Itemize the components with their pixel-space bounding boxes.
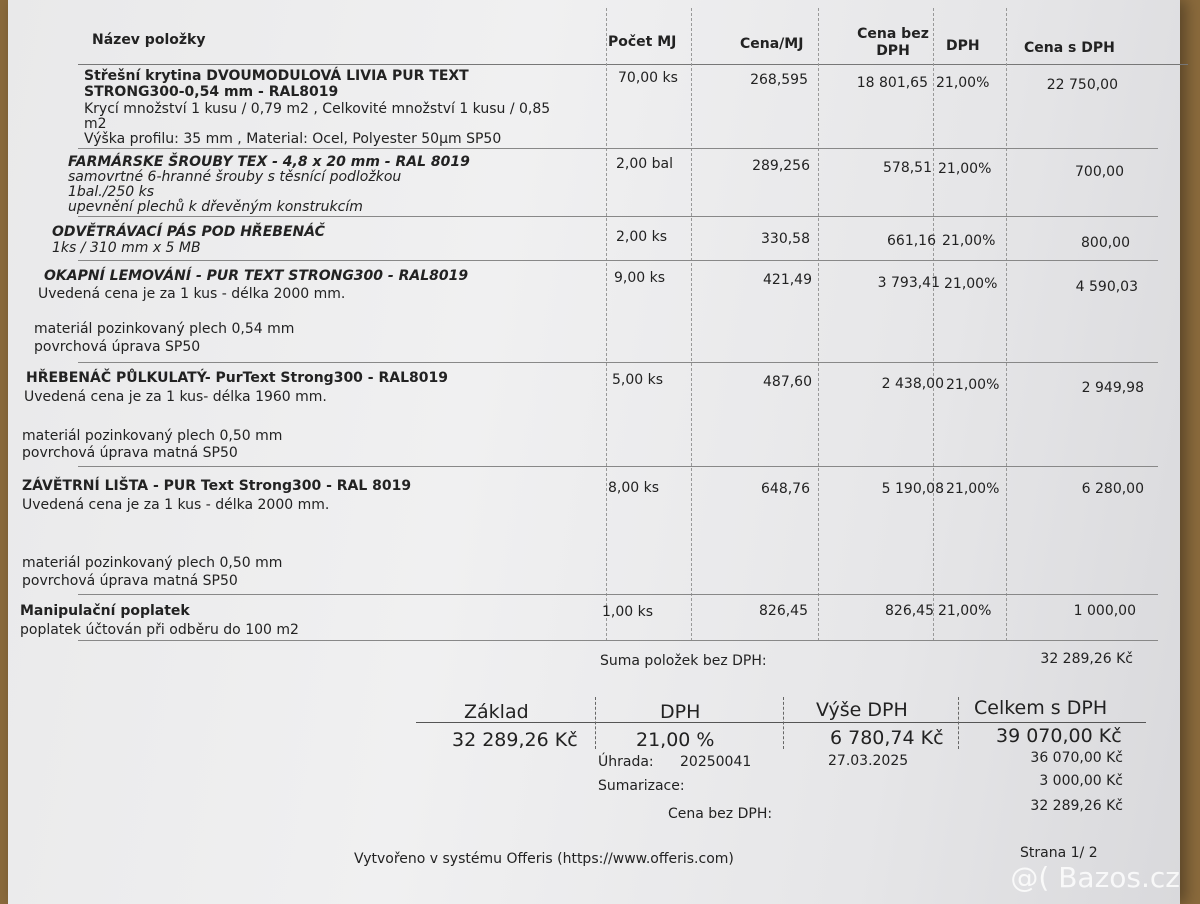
item-price-ex-vat: 826,45: [885, 603, 934, 619]
header-unit-price: Cena/MJ: [740, 36, 804, 52]
item-price-ex-vat: 578,51: [883, 160, 932, 176]
item-price-inc-vat: 4 590,03: [1075, 279, 1138, 295]
payment-date: 27.03.2025: [828, 753, 909, 769]
summary-total: 39 070,00 Kč: [996, 725, 1122, 747]
row-divider: [78, 148, 1158, 149]
net-amount: 32 289,26 Kč: [1030, 798, 1123, 814]
item-detail: Uvedená cena je za 1 kus - délka 2000 mm.: [22, 497, 330, 513]
item-title: ODVĚTRÁVACÍ PÁS POD HŘEBENÁČ: [52, 224, 325, 240]
net-label: Cena bez DPH:: [668, 806, 773, 822]
item-unit-price: 268,595: [750, 72, 808, 88]
item-title: OKAPNÍ LEMOVÁNÍ - PUR TEXT STRONG300 - RAL8019: [44, 268, 469, 284]
item-detail: materiál pozinkovaný plech 0,50 mm: [22, 428, 283, 444]
item-qty: 8,00 ks: [608, 480, 660, 496]
item-title: STRONG300-0,54 mm - RAL8019: [84, 84, 339, 100]
sum-label: Suma položek bez DPH:: [600, 653, 767, 669]
item-title: FARMÁRSKE ŠROUBY TEX - 4,8 x 20 mm - RAL 8019: [68, 154, 470, 170]
item-detail: povrchová úprava matná SP50: [22, 445, 238, 461]
item-unit-price: 421,49: [763, 272, 812, 288]
footer-created: Vytvořeno v systému Offeris (https://www.offeris.com): [354, 851, 734, 867]
row-divider: [78, 362, 1158, 363]
item-detail: materiál pozinkovaný plech 0,54 mm: [34, 321, 295, 337]
row-divider: [78, 216, 1158, 217]
item-price-inc-vat: 22 750,00: [1046, 77, 1118, 93]
item-detail: povrchová úprava SP50: [34, 339, 201, 355]
payment-number: 20250041: [680, 754, 752, 770]
payment-amount: 36 070,00 Kč: [1030, 750, 1123, 766]
row-divider: [78, 640, 1158, 641]
item-qty: 9,00 ks: [614, 270, 666, 286]
item-price-ex-vat: 18 801,65: [856, 75, 928, 91]
item-detail: m2: [84, 116, 107, 132]
item-detail: samovrtné 6-hranné šrouby s těsnící podložkou: [68, 169, 402, 185]
item-unit-price: 487,60: [763, 374, 812, 390]
summary-base-label: Základ: [464, 701, 529, 723]
header-name: Název položky: [92, 32, 206, 48]
item-detail: 1ks / 310 mm x 5 MB: [52, 240, 201, 256]
item-price-ex-vat: 2 438,00: [881, 376, 944, 392]
header-vat: DPH: [946, 38, 980, 54]
item-price-inc-vat: 6 280,00: [1081, 481, 1144, 497]
item-vat: 21,00%: [944, 276, 998, 292]
item-price-ex-vat: 661,16: [887, 233, 936, 249]
item-detail: povrchová úprava matná SP50: [22, 573, 238, 589]
column-divider: [606, 8, 607, 641]
item-title: Střešní krytina DVOUMODULOVÁ LIVIA PUR TEXT: [84, 68, 469, 84]
item-qty: 70,00 ks: [618, 70, 678, 86]
header-price-ex-vat: Cena bez DPH: [857, 26, 929, 59]
item-detail: poplatek účtován při odběru do 100 m2: [20, 622, 299, 638]
watermark: @( Bazos.cz: [1010, 861, 1180, 894]
item-price-inc-vat: 1 000,00: [1073, 603, 1136, 619]
summary-vat-label: DPH: [660, 701, 701, 723]
item-qty: 5,00 ks: [612, 372, 664, 388]
item-title: ZÁVĚTRNÍ LIŠTA - PUR Text Strong300 - RAL 8019: [22, 478, 412, 494]
item-price-inc-vat: 800,00: [1081, 235, 1130, 251]
item-title: HŘEBENÁČ PŮLKULATÝ- PurText Strong300 - RAL8019: [26, 370, 448, 386]
item-unit-price: 826,45: [759, 603, 808, 619]
item-vat: 21,00%: [946, 377, 1000, 393]
item-detail: Uvedená cena je za 1 kus - délka 2000 mm.: [38, 286, 346, 302]
item-detail: Výška profilu: 35 mm , Material: Ocel, Polyester 50µm SP50: [84, 131, 502, 147]
column-divider: [1006, 8, 1007, 641]
item-price-inc-vat: 700,00: [1075, 164, 1124, 180]
invoice-paper: [8, 0, 1180, 904]
row-divider: [78, 594, 1158, 595]
item-detail: materiál pozinkovaný plech 0,50 mm: [22, 555, 283, 571]
summary-divider: [958, 697, 959, 749]
summary-vat: 21,00 %: [636, 729, 715, 751]
item-vat: 21,00%: [946, 481, 1000, 497]
row-divider: [78, 260, 1158, 261]
row-divider: [78, 466, 1158, 467]
item-price-inc-vat: 2 949,98: [1081, 380, 1144, 396]
item-title: Manipulační poplatek: [20, 603, 190, 619]
header-price-inc-vat: Cena s DPH: [1024, 40, 1115, 56]
header-qty: Počet MJ: [608, 34, 677, 50]
item-vat: 21,00%: [942, 233, 996, 249]
summarization-amount: 3 000,00 Kč: [1039, 773, 1123, 789]
page-number: Strana 1/ 2: [1020, 845, 1098, 861]
item-vat: 21,00%: [936, 75, 990, 91]
item-qty: 2,00 bal: [616, 156, 673, 172]
item-price-ex-vat: 3 793,41: [877, 275, 940, 291]
item-qty: 1,00 ks: [602, 604, 654, 620]
item-detail: Uvedená cena je za 1 kus- délka 1960 mm.: [24, 389, 327, 405]
item-qty: 2,00 ks: [616, 229, 668, 245]
summary-vat-amount-label: Výše DPH: [816, 699, 908, 721]
item-unit-price: 330,58: [761, 231, 810, 247]
item-detail: Krycí množství 1 kusu / 0,79 m2 , Celkovité množství 1 kusu / 0,85: [84, 101, 551, 117]
item-price-ex-vat: 5 190,08: [881, 481, 944, 497]
summary-divider: [783, 697, 784, 749]
summarization-label: Sumarizace:: [598, 778, 685, 794]
column-divider: [933, 8, 934, 641]
summary-base: 32 289,26 Kč: [452, 729, 578, 751]
sum-value: 32 289,26 Kč: [1040, 651, 1133, 667]
payment-label: Úhrada:: [598, 754, 654, 770]
item-detail: 1bal./250 ks: [68, 184, 155, 200]
item-vat: 21,00%: [938, 603, 992, 619]
summary-divider: [595, 697, 596, 749]
item-unit-price: 289,256: [752, 158, 810, 174]
column-divider: [691, 8, 692, 641]
summary-total-label: Celkem s DPH: [974, 697, 1108, 719]
item-detail: upevnění plechů k dřevěným konstrukcím: [68, 199, 363, 215]
item-vat: 21,00%: [938, 161, 992, 177]
column-divider: [818, 8, 819, 641]
item-unit-price: 648,76: [761, 481, 810, 497]
summary-vat-amount: 6 780,74 Kč: [830, 727, 944, 749]
